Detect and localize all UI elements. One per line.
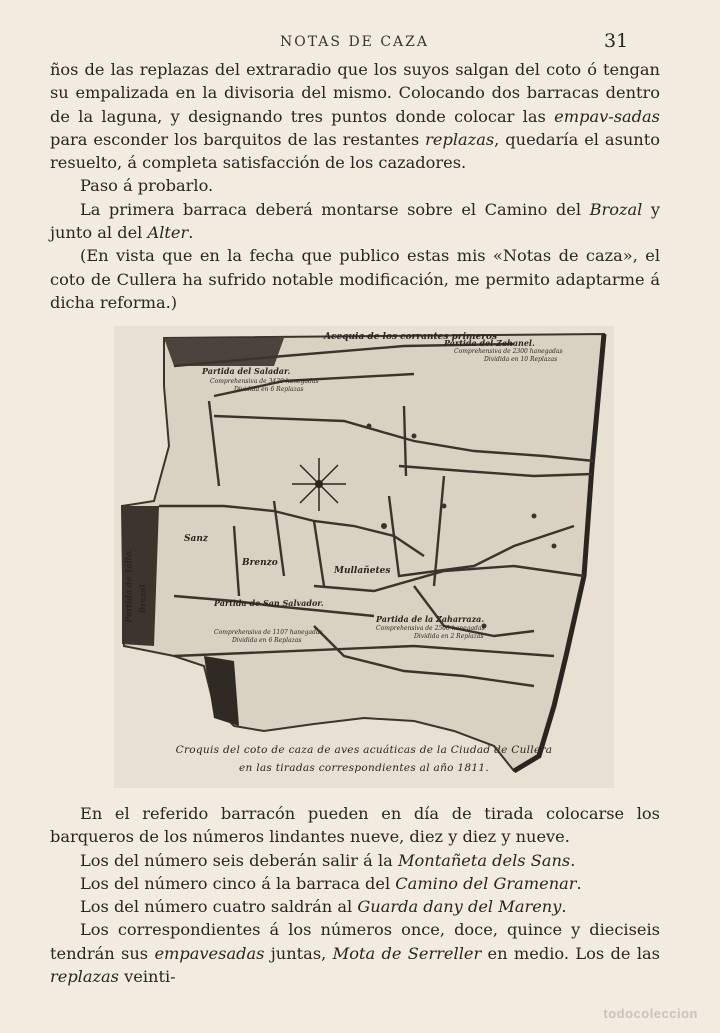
map-label-zaharraza: Partida de la Zaharraza. (376, 614, 485, 624)
italic-text: empavesadas (154, 943, 265, 963)
paragraph (50, 58, 660, 174)
text-run: veinti- (119, 967, 176, 987)
text-run: Los del número cuatro saldrán al (80, 897, 358, 917)
italic-text: Mota de Serreller (332, 943, 482, 963)
text-run: . (188, 223, 194, 243)
map-caption-line2: en las tiradas correspondientes al año 1811. (239, 762, 489, 774)
watermark-logo: todocoleccion (603, 1006, 698, 1021)
paragraph (50, 872, 660, 895)
map-small-saladar-2: Dividida en 6 Replazas (234, 386, 304, 393)
text-run: En el referido barracón pueden en día de tirada colocarse los barqueros de los números lindantes nueve, diez y diez y nueve. (50, 804, 660, 847)
page-header (0, 30, 720, 56)
text-run: Los del número cinco á la barraca del (80, 873, 396, 893)
map-caption-line1: Croquis del coto de caza de aves acuáticas de la Ciudad de Cullera (175, 744, 553, 756)
paragraph (50, 198, 660, 245)
map-small-zahanel-2: Dividida en 10 Replazas (484, 356, 558, 363)
text-run: para esconder los barquitos de las restantes (50, 129, 426, 149)
running-title: NOTAS DE CAZA (280, 34, 430, 50)
text-run: ños de las replazas del extraradio que los suyos salgan del coto ó tengan su empalizada en la divisoria del mismo. Colocando dos barracas dentro de la laguna, y designando tres puntos donde colocar las (50, 60, 660, 126)
map-label-brenzo: Brenzo (242, 558, 278, 568)
italic-text: Brozal (589, 199, 643, 219)
map-label-saladar: Partida del Saladar. (202, 366, 291, 376)
italic-text: Camino del Gramenar (395, 873, 577, 893)
map-small-zahanel-1: Comprehensiva de 2300 hanegadas (454, 348, 563, 355)
paragraph (50, 244, 660, 314)
map-label-sanz: Sanz (184, 534, 208, 544)
body-text-bottom (50, 802, 660, 988)
map-label-brazal: Brazal (137, 584, 148, 614)
paragraph (50, 802, 660, 849)
paragraph (50, 849, 660, 872)
map-figure (114, 326, 614, 788)
text-run: . (561, 897, 567, 917)
map-small-salvador-2: Dividida en 6 Replazas (232, 637, 302, 644)
map-small-salvador-1: Comprehensiva de 1107 hanegadas (214, 629, 323, 636)
map-small-zaharraza-1: Comprehensiva de 2500 hanegadas (376, 625, 485, 632)
italic-text: replazas (50, 967, 119, 987)
text-run: juntas, (264, 943, 333, 963)
map-small-saladar-1: Comprehensiva de 3420 hanegadas (210, 378, 319, 385)
map-small-zaharraza-2: Dividida en 2 Replazas (414, 633, 484, 640)
text-run: y junto al del (50, 199, 660, 243)
text-run: . (570, 850, 576, 870)
map-label-san-salvador: Partida de San Salvador. (214, 598, 324, 608)
text-run: La primera barraca deberá montarse sobre el Camino del (80, 199, 590, 219)
paragraph (50, 895, 660, 918)
italic-text: Alter (147, 223, 189, 243)
italic-text: empav-sadas (554, 106, 660, 126)
text-run: Los del número seis deberán salir á la (80, 850, 398, 870)
italic-text: replazas (425, 129, 495, 149)
text-run: . (576, 873, 582, 893)
text-run: en medio. Los de las (481, 943, 660, 963)
map-label-top: Acequia de los corrantes primeros (324, 332, 498, 342)
paragraph (50, 918, 660, 988)
map-label-zahanel: Partida del Zahanel. (444, 338, 535, 348)
map-label-tallo: Partida de Tallo. (123, 549, 134, 623)
italic-text: Montañeta dels Sans (397, 850, 571, 870)
body-text-top (50, 58, 660, 314)
text-run: (En vista que en la fecha que publico estas mis «Notas de caza», el coto de Cullera ha sufrido notable modificación, me permito adaptarme á dicha reforma.) (50, 246, 660, 312)
map-label-mullanetes: Mullañetes (334, 566, 391, 576)
page-number: 31 (604, 30, 629, 52)
text-run: , quedaría el asunto resuelto, á completa satisfacción de los cazadores. (50, 129, 660, 173)
italic-text: Guarda dany del Mareny (357, 897, 562, 917)
text-run: Los correspondientes á los números once, doce, quince y dieciseis tendrán sus (50, 920, 660, 963)
paragraph (50, 174, 660, 197)
text-run: Paso á probarlo. (80, 176, 214, 196)
map-drawing (114, 326, 614, 788)
